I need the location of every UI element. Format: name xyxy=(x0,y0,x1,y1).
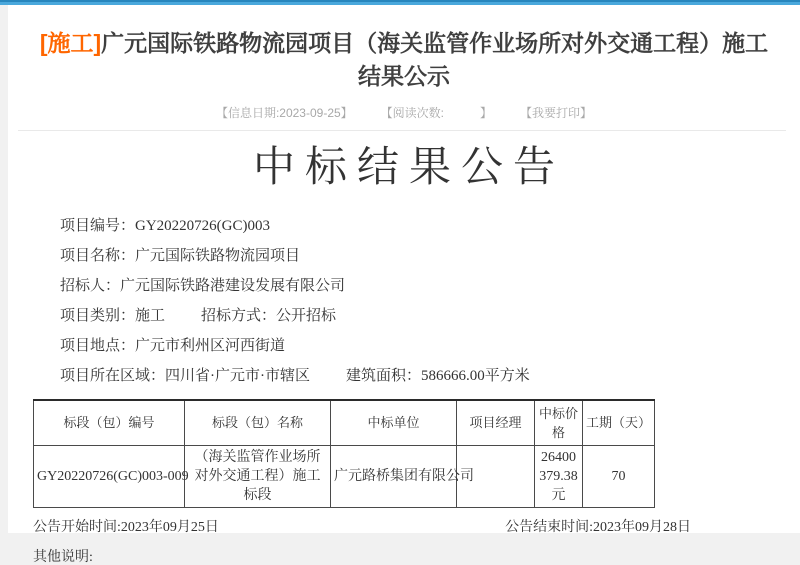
detail-label: 项目地点： xyxy=(60,338,136,354)
detail-value: 公开招标 xyxy=(276,308,337,324)
detail-value: 广元市利州区河西街道 xyxy=(135,338,286,354)
detail-value: 广元国际铁路物流园项目 xyxy=(135,248,301,264)
category-tag: [施工] xyxy=(39,30,102,56)
detail-project-name xyxy=(60,249,800,264)
detail-label: 项目编号： xyxy=(60,218,136,234)
detail-value: 四川省·广元市·市辖区 xyxy=(165,368,311,384)
detail-value: 施工 xyxy=(135,308,166,324)
info-date: 【信息日期:2023-09-25】 xyxy=(215,106,353,120)
notice-title: 中标结果公告 xyxy=(252,145,565,191)
detail-label: 招标人： xyxy=(60,278,121,294)
cell-bid-price: 26400379.38元 xyxy=(535,445,583,507)
cell-section-name: （海关监管作业场所对外交通工程）施工标段 xyxy=(185,445,331,507)
detail-value: GY20220726(GC)003 xyxy=(135,218,271,234)
col-duration: 工期（天） xyxy=(583,400,655,445)
page-title-text: 广元国际铁路物流园项目（海关监管作业场所对外交通工程）施工结果公示 xyxy=(101,30,769,89)
announcement-page xyxy=(8,5,800,565)
detail-label: 项目所在区域： xyxy=(60,368,166,384)
table-row xyxy=(34,445,655,507)
detail-label: 建筑面积： xyxy=(346,368,422,384)
col-bid-price: 中标价格 xyxy=(535,400,583,445)
announcement-end-time: 公告结束时间:2023年09月28日 xyxy=(505,519,691,535)
col-section-code: 标段（包）编号 xyxy=(34,400,185,445)
cell-duration: 70 xyxy=(583,445,655,507)
col-section-name: 标段（包）名称 xyxy=(185,400,331,445)
detail-label: 招标方式： xyxy=(201,308,277,324)
table-header-row xyxy=(34,400,655,445)
announcement-times xyxy=(33,520,691,535)
detail-project-number xyxy=(60,219,800,234)
detail-region-and-area xyxy=(60,369,800,384)
meta-divider xyxy=(18,130,786,131)
other-note: 其他说明: xyxy=(33,549,93,565)
detail-label: 项目名称： xyxy=(60,248,136,264)
col-winner: 中标单位 xyxy=(331,400,457,445)
print-link[interactable]: 【我要打印】 xyxy=(526,106,593,120)
cell-section-code: GY20220726(GC)003-009 xyxy=(34,445,185,507)
cell-winner: 广元路桥集团有限公司 xyxy=(331,445,457,507)
detail-value: 广元国际铁路港建设发展有限公司 xyxy=(120,278,346,294)
detail-value: 586666.00平方米 xyxy=(421,368,530,384)
meta-bar xyxy=(8,104,800,121)
page-title xyxy=(8,5,800,93)
bid-result-table xyxy=(33,399,655,508)
detail-location xyxy=(60,339,800,354)
project-details xyxy=(60,219,800,384)
detail-label: 项目类别： xyxy=(60,308,136,324)
announcement-start-time: 公告开始时间:2023年09月25日 xyxy=(33,519,219,535)
detail-tenderee xyxy=(60,279,800,294)
col-project-manager: 项目经理 xyxy=(457,400,535,445)
detail-category-and-method xyxy=(60,309,800,324)
read-count: 【阅读次数: 】 xyxy=(386,106,493,120)
